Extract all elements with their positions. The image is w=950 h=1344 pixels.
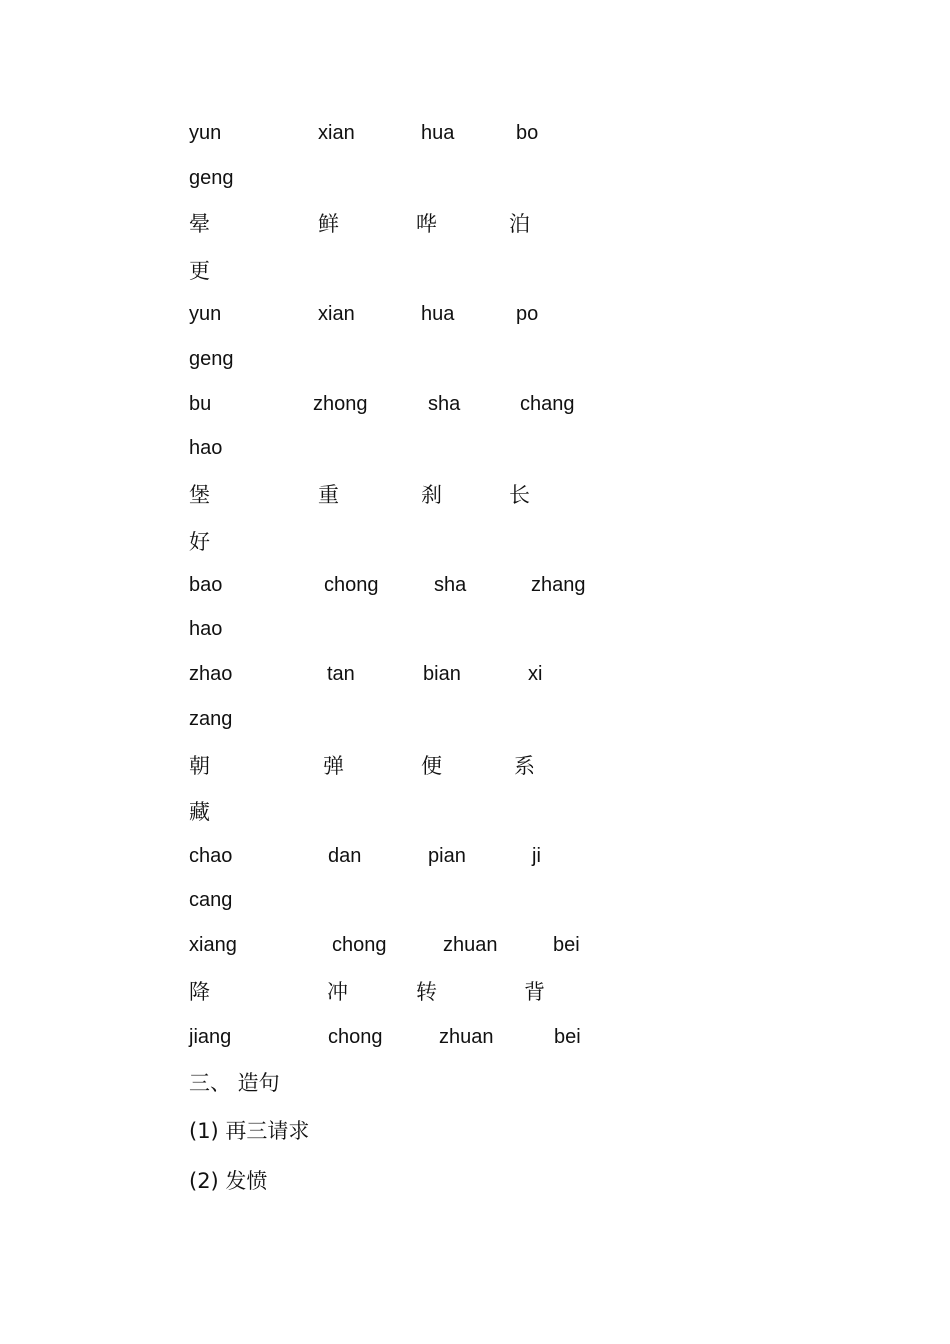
sentence-item-2-line xyxy=(0,1168,950,1198)
pinyin-word: sha xyxy=(428,393,461,415)
pinyin-word: hao xyxy=(189,618,223,640)
pinyin-word: chong xyxy=(324,574,379,596)
hanzi-char: 好 xyxy=(189,530,210,554)
line-12 xyxy=(0,616,950,646)
pinyin-word: xian xyxy=(318,303,355,325)
pinyin-word: zhao xyxy=(189,663,233,685)
pinyin-word: zhuan xyxy=(443,934,498,956)
pinyin-word: pian xyxy=(428,845,466,867)
hanzi-char: 弹 xyxy=(323,754,344,778)
line-15 xyxy=(0,753,950,783)
line-6 xyxy=(0,346,950,376)
hanzi-char: 哗 xyxy=(416,212,437,236)
pinyin-word: hua xyxy=(421,303,455,325)
line-21 xyxy=(0,1024,950,1054)
pinyin-word: po xyxy=(516,303,539,325)
hanzi-char: 朝 xyxy=(189,754,210,778)
hanzi-char: 系 xyxy=(514,754,535,778)
line-3 xyxy=(0,211,950,241)
line-19 xyxy=(0,932,950,962)
sentence-item-1-line xyxy=(0,1118,950,1148)
line-9 xyxy=(0,482,950,512)
pinyin-word: tan xyxy=(327,663,355,685)
hanzi-char: 鲜 xyxy=(318,212,339,236)
pinyin-word: chong xyxy=(328,1026,383,1048)
hanzi-char: 藏 xyxy=(189,800,210,824)
pinyin-word: zhuan xyxy=(439,1026,494,1048)
pinyin-word: bei xyxy=(553,934,580,956)
pinyin-word: xiang xyxy=(189,934,237,956)
pinyin-word: chang xyxy=(520,393,575,415)
line-10 xyxy=(0,529,950,559)
pinyin-word: bei xyxy=(554,1026,581,1048)
pinyin-word: yun xyxy=(189,303,222,325)
pinyin-word: bao xyxy=(189,574,223,596)
pinyin-word: ji xyxy=(532,845,541,867)
pinyin-word: yun xyxy=(189,122,222,144)
hanzi-char: 泊 xyxy=(509,212,530,236)
hanzi-char: 重 xyxy=(318,483,339,507)
pinyin-word: cang xyxy=(189,889,233,911)
line-2 xyxy=(0,165,950,195)
pinyin-word: geng xyxy=(189,348,234,370)
line-1 xyxy=(0,120,950,150)
hanzi-char: 刹 xyxy=(421,483,442,507)
hanzi-char: 更 xyxy=(189,259,210,283)
pinyin-word: zhong xyxy=(313,393,368,415)
section-heading-line xyxy=(0,1070,950,1100)
line-5 xyxy=(0,301,950,331)
pinyin-word: xi xyxy=(528,663,543,685)
pinyin-word: geng xyxy=(189,167,234,189)
hanzi-char: 便 xyxy=(421,754,442,778)
sentence-item: (1) 再三请求 xyxy=(189,1119,310,1143)
hanzi-char: 降 xyxy=(189,980,210,1004)
pinyin-word: dan xyxy=(328,845,362,867)
line-18 xyxy=(0,887,950,917)
section-heading: 三、 造句 xyxy=(189,1071,280,1095)
line-7 xyxy=(0,391,950,421)
pinyin-word: hao xyxy=(189,437,223,459)
line-20 xyxy=(0,979,950,1009)
line-4 xyxy=(0,258,950,288)
pinyin-word: chao xyxy=(189,845,233,867)
hanzi-char: 长 xyxy=(509,483,530,507)
pinyin-word: xian xyxy=(318,122,355,144)
pinyin-word: chong xyxy=(332,934,387,956)
line-8 xyxy=(0,435,950,465)
hanzi-char: 堡 xyxy=(189,483,210,507)
line-13 xyxy=(0,661,950,691)
pinyin-word: jiang xyxy=(189,1026,232,1048)
pinyin-word: bo xyxy=(516,122,539,144)
pinyin-word: zhang xyxy=(531,574,586,596)
hanzi-char: 背 xyxy=(524,980,545,1004)
pinyin-word: hua xyxy=(421,122,455,144)
hanzi-char: 冲 xyxy=(327,980,348,1004)
pinyin-word: bu xyxy=(189,393,212,415)
sentence-item: (2) 发愤 xyxy=(189,1169,268,1193)
hanzi-char: 晕 xyxy=(189,212,210,236)
line-17 xyxy=(0,843,950,873)
line-14 xyxy=(0,706,950,736)
pinyin-word: zang xyxy=(189,708,233,730)
line-16 xyxy=(0,799,950,829)
line-11 xyxy=(0,572,950,602)
pinyin-word: sha xyxy=(434,574,467,596)
hanzi-char: 转 xyxy=(416,980,437,1004)
pinyin-word: bian xyxy=(423,663,461,685)
